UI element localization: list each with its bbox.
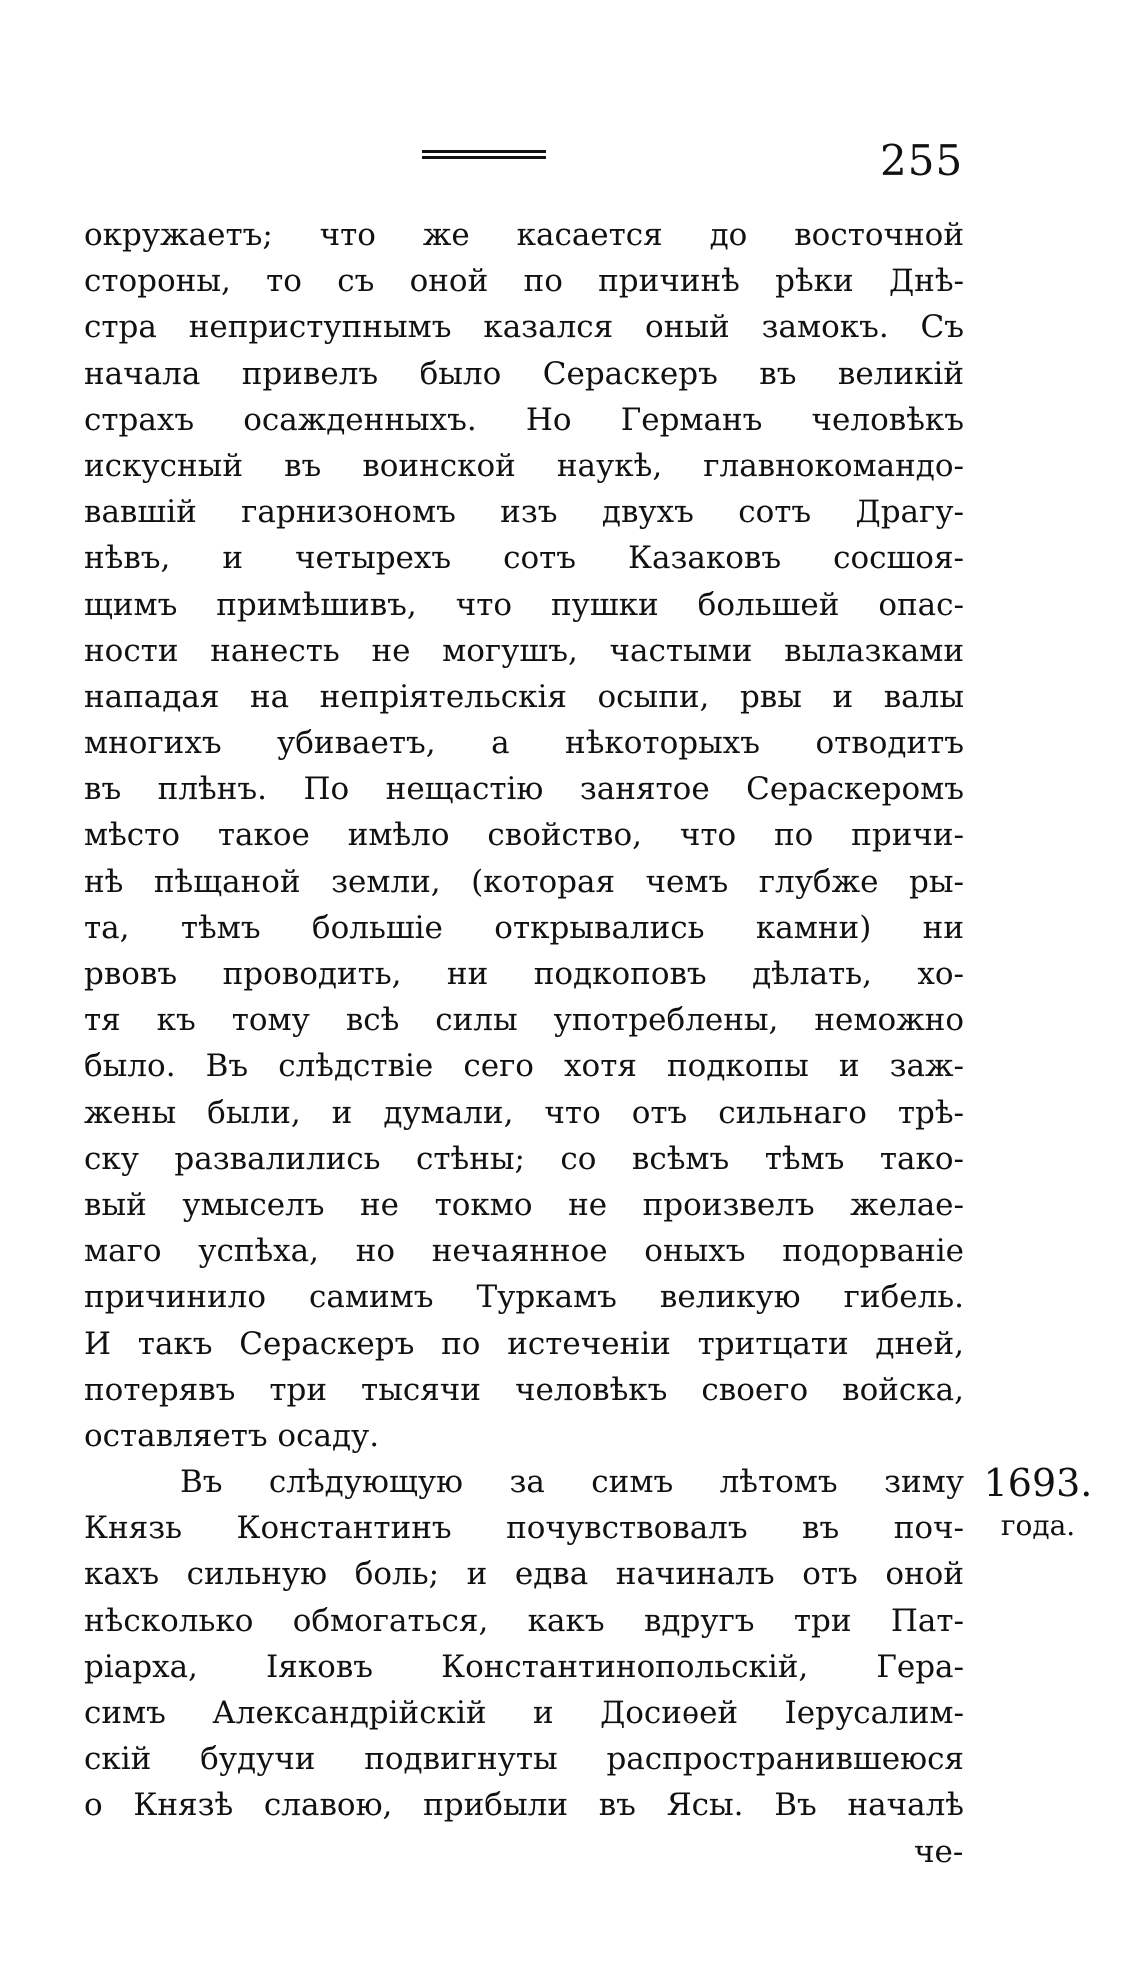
text-line: многихъ убиваетъ, а нѣкоторыхъ отводитъ — [84, 725, 964, 762]
text-line: оставляетъ осаду. — [84, 1417, 380, 1454]
text-line: вавшій гарнизономъ изъ двухъ сотъ Драгу- — [84, 494, 964, 531]
text-line: стра неприступнымъ казался оный замокъ. Съ — [84, 309, 964, 346]
text-line: страхъ осажденныхъ. Но Германъ человѣкъ — [84, 401, 964, 438]
text-line: та, тѣмъ большіе открывались камни) ни — [84, 909, 964, 946]
margin-year: 1693. — [983, 1461, 1093, 1505]
header-rule-line — [422, 156, 546, 159]
text-line: симъ Александрійскій и Досиѳей Іерусалим- — [84, 1695, 964, 1731]
page-number: 255 — [880, 136, 964, 185]
text-line: нѣсколько обмогаться, какъ вдругъ три Пат- — [84, 1602, 964, 1639]
text-line: начала привелъ было Сераскеръ въ великій — [84, 355, 964, 392]
text-line: мѣсто такое имѣло свойство, что по причи- — [84, 817, 964, 854]
text-line: ску развалились стѣны; со всѣмъ тѣмъ тако- — [84, 1140, 964, 1177]
text-line: скій будучи подвигнуты распространившеюся — [84, 1741, 964, 1778]
text-line: въ плѣнъ. По нещастію занятое Сераскеромъ — [84, 771, 964, 808]
header-rule-line — [422, 150, 546, 153]
text-line: ріарха, Іяковъ Константинопольскій, Гера- — [84, 1648, 964, 1685]
text-line: искусный въ воинской наукѣ, главнокомандо- — [84, 447, 964, 484]
text-line: тя къ тому всѣ силы употреблены, неможно — [84, 1002, 964, 1039]
text-line: потерявъ три тысячи человѣкъ своего войска, — [84, 1371, 964, 1408]
text-line: нѣвъ, и четырехъ сотъ Казаковъ сосшоя- — [84, 540, 964, 577]
margin-word: года. — [1000, 1509, 1076, 1542]
text-line: нѣ пѣщаной земли, (которая чемъ глубже ры- — [84, 863, 964, 900]
text-line: кахъ сильную боль; и едва начиналъ отъ оной — [84, 1556, 964, 1593]
text-line: жены были, и думали, что отъ сильнаго трѣ- — [84, 1094, 964, 1131]
text-line: рвовъ проводить, ни подкоповъ дѣлать, хо- — [84, 956, 964, 992]
text-line: о Князѣ славою, прибыли въ Ясы. Въ началѣ — [84, 1787, 964, 1824]
text-line: стороны, то съ оной по причинѣ рѣки Днѣ- — [84, 263, 964, 300]
text-line: Въ слѣдующую за симъ лѣтомъ зиму — [180, 1464, 964, 1501]
catchword: че- — [914, 1833, 964, 1870]
text-line: окружаетъ; что же касается до восточной — [84, 217, 964, 253]
text-line: вый умыселъ не токмо не произвелъ желае- — [84, 1186, 964, 1223]
text-line: маго успѣха, но нечаянное оныхъ подорваніе — [84, 1233, 964, 1270]
text-line: было. Въ слѣдствіе сего хотя подкопы и заж- — [84, 1048, 964, 1085]
text-line: И такъ Сераскеръ по истеченіи тритцати дней, — [84, 1325, 964, 1362]
text-line: Князь Константинъ почувствовалъ въ поч- — [84, 1510, 964, 1547]
header-rule — [422, 150, 546, 162]
text-line: причинило самимъ Туркамъ великую гибель. — [84, 1279, 964, 1316]
text-line: нападая на непріятельскія осыпи, рвы и валы — [84, 678, 964, 715]
main-text — [84, 212, 964, 1875]
text-line: щимъ примѣшивъ, что пушки большей опас- — [84, 586, 964, 623]
margin-note — [978, 1460, 1098, 1546]
text-line: ности нанесть не могушъ, частыми вылазками — [84, 632, 964, 669]
